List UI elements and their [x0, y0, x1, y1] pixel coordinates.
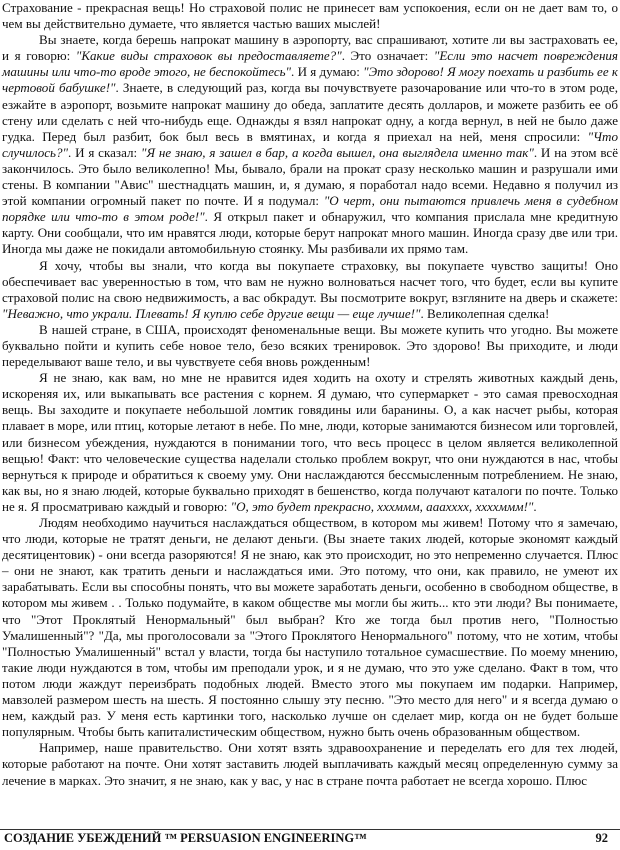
text-run: Страхование - прекрасная вещь! Но страховой полис не принесет вам успокоения, если он не дает вам то, о чем вы действительно думаете, что является частью ваших мыслей!: [2, 0, 618, 32]
text-run: Я не знаю, как вам, но мне не нравится идея ходить на охоту и стрелять животных каждый день, искореняя их, или выкапывать все растения с корнем. Я думаю, что супермаркет - это самая превосходная вещь. Вы заходите и покупаете небольшой ломтик говядины или баранины. О, а как насчет рыбы, которая плавает в море, или птиц, которые летают в небе. По мне, люди, которые занимаются бизнесом или торговлей, или бизнесом убеждения, нуждаются в понимании того, что весь процесс в целом является великолепной вещью! Факт: что человеческие существа наделали столько проблем вокруг, что они нуждаются в нас, чтобы вернуться к природе и обратиться к своему уму. Они наслаждаются бессмысленным потреблением. Не знаю, как вы, но я знаю людей, которые буквально приходят в бешенство, когда получают каталоги по почте. Только не я. Я просматриваю каждый и говорю:: [2, 370, 618, 514]
paragraph: [2, 322, 618, 370]
italic-quote: "Какие виды страховок вы предоставляете?": [75, 48, 342, 64]
italic-quote: "О, это будет прекрасно, хххммм, аааxxxx, ххххммм!": [230, 498, 534, 514]
text-run: . И я думаю:: [291, 64, 364, 80]
text-run: Например, наше правительство. Они хотят взять здравоохранение и переделать его для тех людей, которые работают на почте. Они хотят заставить людей выплачивать каждый месяц определенную сумму за лечение в марках. Это значит, я не знаю, как у вас, у нас в стране почта работает не всегда хорошо. Плюс: [2, 740, 618, 788]
text-run: . И на этом всё закончилось. Это было великолепно! Мы, бывало, брали на прокат сразу несколько машин и разрушали ими стены. В компании "Авис" шестнадцать машин, и, я думаю, я поработал надо всеми. Недавно я получил из этой компании огромный пакет по почте. И я подумал:: [2, 144, 618, 209]
paragraph: [2, 0, 618, 32]
text-run: Людям необходимо научиться наслаждаться обществом, в котором мы живем! Потому что я замечаю, что люди, которые не тратят деньги, не делают деньги. (Вы знаете таких людей, которые экономят каждый десятицентовик) - они всегда разоряются! Я не знаю, как это происходит, но это непременно случается. Плюс – они не знают, как тратить деньги и наслаждаться ими. Это потому, что они, как правило, не умеют их зарабатывать. Если вы способны понять, что вы можете заработать деньги, особенно в свободном обществе, в котором мы живем . . Только подумайте, в каком обществе мы могли бы жить... кто эти люди? Вы понимаете, что "Этот Проклятый Ненормальный" был выбран? Кто же тогда был против него, "Полностью Умалишенный"? "Да, мы проголосовали за "Этого Проклятого Ненормального" потому, что не хотим, чтобы "Полностью Умалишенный" встал у власти, тогда бы наступило тотальное сумасшествие. По моему мнению, такие люди нуждаются в том, чтобы им преподали урок, и я не думаю, что это уже сделано. Факт в том, что потом люди жаждут переизбрать подобных людей. Вместо этого мы покупаем им подарки. Например, мавзолей размером шесть на шесть. Я постоянно слышу эту песню. "Это место для него" и я всегда думаю о нем, каждый раз. У меня есть картинки того, насколько лучше он сделает мир, когда он не будет больше популярным. Чтобы быть капиталистическим обществом, нужно быть очень образованным обществом.: [2, 515, 618, 740]
footer-divider: [0, 829, 620, 830]
page-footer: [0, 831, 620, 849]
text-run: . Великолепная сделка!: [420, 305, 550, 321]
paragraph: [2, 740, 618, 788]
italic-quote: "Это здорово! Я могу поехать и разбить ее к чертовой бабушке!": [2, 64, 618, 96]
text-run: . Я открыл пакет и обнаружил, что компания прислала мне кредитную карту. Они сообщали, что им нравятся люди, которые берут напрокат много машин. Иногда сразу две или три. Иногда мы даже не покидали автомобильную стоянку. Мы разбивали их прямо там.: [2, 209, 618, 257]
italic-quote: "Если это насчет повреждения машины или что-то вроде этого, не беспокойтесь": [2, 48, 619, 80]
italic-quote: "Я не знаю, я зашел в бар, а когда вышел, она выглядела именно так": [140, 144, 534, 160]
text-run: В нашей стране, в США, происходят феноменальные вещи. Вы можете купить что угодно. Вы можете буквально пойти и купить себе новое тело, безо всяких тренировок. Это здорово! Вы приходите, и люди переделывают ваше тело, и вы чувствуете себя вновь рожденным!: [2, 321, 618, 370]
text-run: . И я сказал:: [67, 144, 141, 160]
paragraph: [2, 32, 618, 257]
footer-page-number: 92: [595, 831, 608, 845]
text-run: . Знаете, в следующий раз, когда вы почувствуете разочарование или что-то в этом роде, езжайте в аэропорт, возьмите напрокат машину до обеда, заплатите десять долларов, и можете разбить ее об стену или сделать с ней что-нибудь еще. Однажды я взял напрокат одну, а когда вернул, в ней не было даже гудка. Перед был разбит, бок был весь в вмятинах, и когда я приехал на ней, меня спросили:: [2, 80, 618, 144]
document-body: [2, 0, 618, 789]
italic-quote: "Неважно, что украли. Плевать! Я куплю себе другие вещи — еще лучше!": [2, 305, 421, 321]
paragraph: [2, 370, 618, 515]
footer-book-title: СОЗДАНИЕ УБЕЖДЕНИЙ ™ PERSUASION ENGINEERING™: [4, 831, 367, 845]
italic-quote: "О черт, они пытаются привлечь меня в судебном порядке или что-то в этом роде!": [2, 193, 618, 225]
text-run: .: [533, 498, 537, 514]
paragraph: [2, 258, 618, 322]
paragraph: [2, 515, 618, 740]
text-run: . Это означает:: [341, 48, 434, 64]
text-run: Я хочу, чтобы вы знали, что когда вы покупаете страховку, вы покупаете чувство защиты! Оно обеспечивает вас уверенностью в том, что вам не нужно волноваться насчет того, что будет, если вы купите страховой полис на свою недвижимость, а вас обкрадут. Вы посмотрите вокруг, взгляните на дверь и скажете:: [2, 257, 618, 305]
text-run: Вы знаете, когда берешь напрокат машину в аэропорту, вас спрашивают, хотите ли вы застраховать ее, и я говорю:: [2, 32, 618, 64]
italic-quote: "Что случилось?": [2, 128, 618, 160]
